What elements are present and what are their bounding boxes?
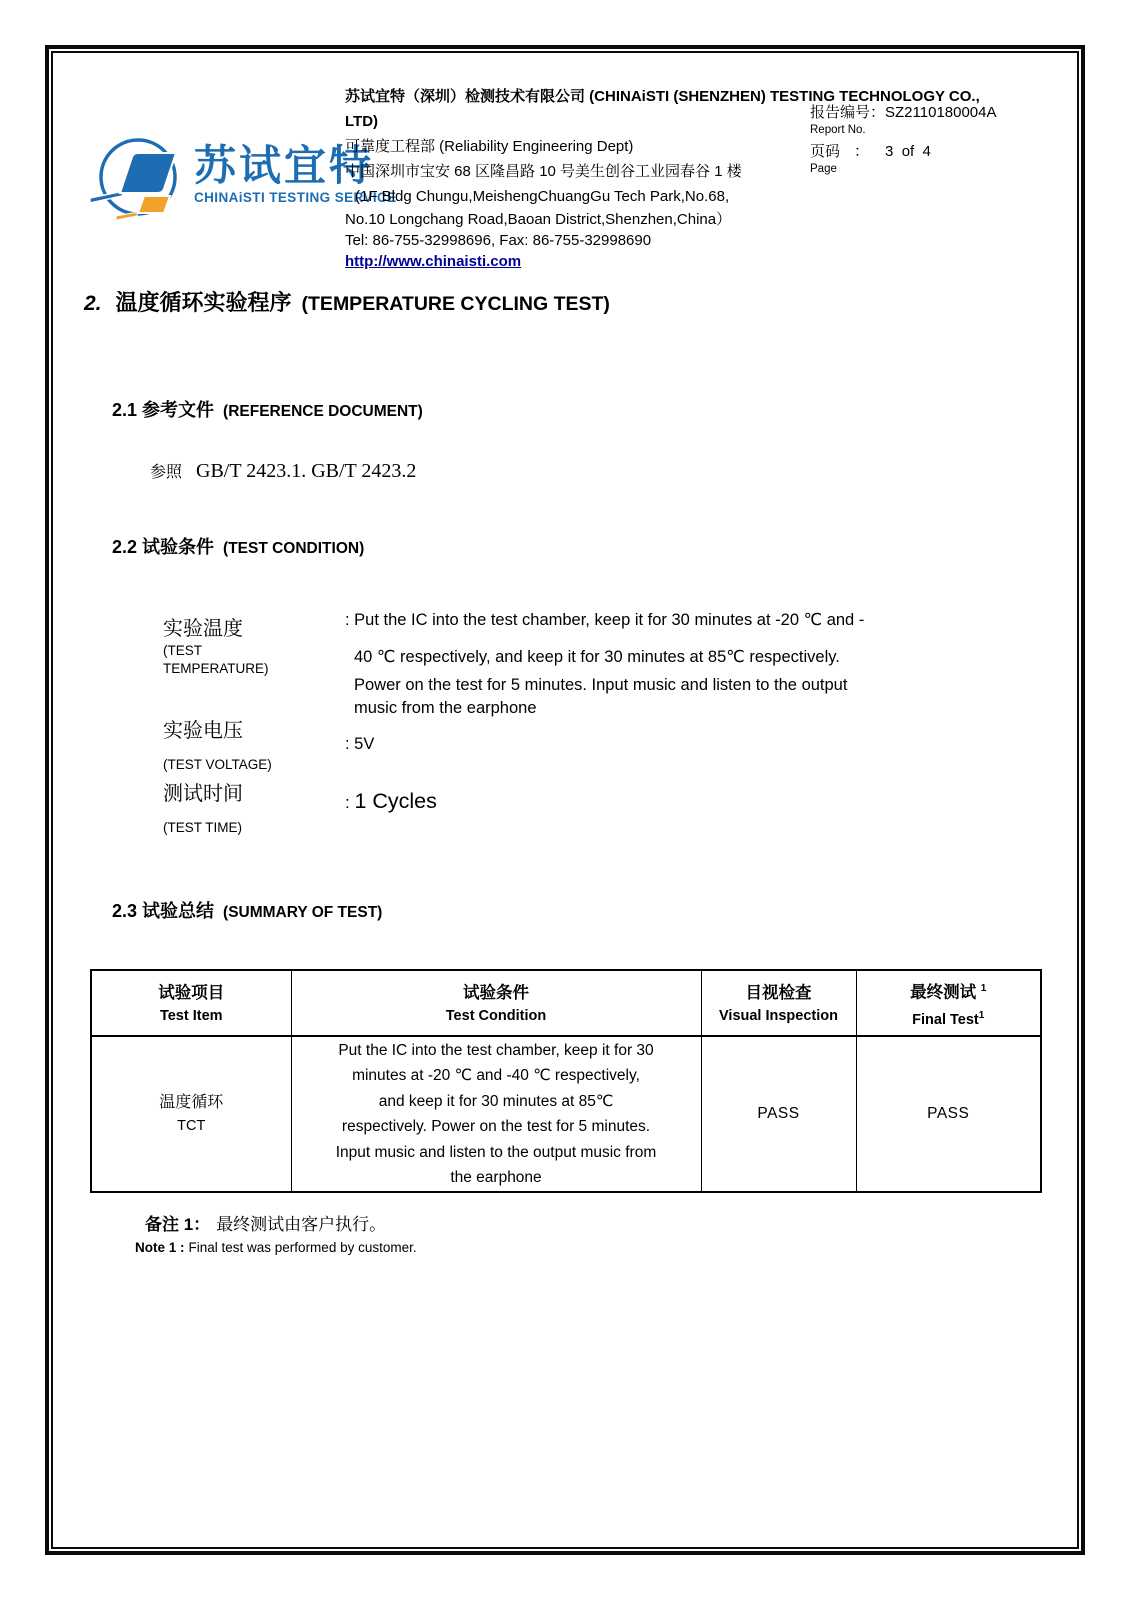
page-sublabel: Page	[810, 163, 837, 175]
section-22-title-english: (TEST CONDITION)	[223, 540, 365, 557]
temperature-value-line: 40 ℃ respectively, and keep it for 30 minutes at 85℃ respectively.	[354, 648, 840, 666]
section-21-title-chinese: 2.1 参考文件	[112, 400, 215, 420]
section-23-title-english: (SUMMARY OF TEST)	[223, 904, 383, 921]
section-22-heading	[112, 533, 364, 559]
test-voltage-label-english: (TEST VOLTAGE)	[163, 757, 272, 772]
temperature-value-line: music from the earphone	[354, 699, 537, 717]
note-1-english	[135, 1240, 417, 1255]
address-english-line1: (1F Bldg Chungu,MeishengChuangGu Tech Park,No.68,	[355, 188, 730, 205]
section-23-title-chinese: 2.3 试验总结	[112, 901, 215, 921]
table-row	[91, 1036, 1041, 1192]
report-no-row	[810, 103, 997, 123]
reference-prefix: 参照	[150, 464, 183, 481]
section-21-title-english: (REFERENCE DOCUMENT)	[223, 403, 423, 420]
summary-of-test-table	[90, 969, 1042, 1193]
header-test-item-english: Test Item	[159, 1008, 223, 1024]
company-name-line1: 苏试宜特（深圳）检测技术有限公司 (CHINAiSTI (SHENZHEN) TESTING TECHNOLOGY CO.,	[345, 88, 980, 105]
test-time-label	[163, 781, 243, 837]
condition-line: Input music and listen to the output music from	[335, 1143, 657, 1161]
test-time-colon: :	[345, 793, 355, 812]
section-22-title-chinese: 2.2 试验条件	[112, 537, 215, 557]
logo-name-english: CHINAiSTI TESTING SERVICE	[194, 190, 397, 205]
company-name-line2: LTD)	[345, 113, 379, 130]
test-temperature-label-chinese: 实验温度	[163, 618, 243, 640]
reference-document-line	[150, 459, 416, 483]
reference-standards: GB/T 2423.1. GB/T 2423.2	[196, 460, 417, 482]
header-test-item-chinese: 试验项目	[158, 984, 225, 1002]
condition-line: Put the IC into the test chamber, keep it for 30	[338, 1041, 654, 1059]
note-1-chinese-text: 最终测试由客户执行。	[216, 1215, 387, 1234]
header-final-test-chinese: 最终测试 $^1$	[910, 983, 987, 1002]
report-no-value: SZ2110180004A	[885, 104, 997, 121]
condition-line: the earphone	[450, 1169, 542, 1186]
test-temperature-value	[345, 608, 864, 720]
test-voltage-value: : 5V	[345, 735, 375, 753]
test-temperature-label-english-1: (TEST	[163, 643, 202, 658]
test-item-chinese: 温度循环	[159, 1094, 224, 1111]
header-test-condition-english: Test Condition	[445, 1008, 547, 1024]
test-temperature-label	[163, 616, 269, 678]
note-1-chinese	[145, 1210, 386, 1235]
section-2-number: 2.	[84, 292, 102, 315]
cell-visual-inspection-result: PASS	[701, 1036, 856, 1192]
test-time-label-chinese: 测试时间	[163, 783, 243, 805]
logo-name-chinese: 苏试宜特	[194, 142, 375, 189]
test-item-english: TCT	[177, 1118, 206, 1134]
header-test-condition	[291, 970, 701, 1036]
header-visual-inspection	[701, 970, 856, 1036]
final-test-superscript: 1	[980, 983, 987, 995]
section-2-title-chinese: 温度循环实验程序	[115, 290, 292, 315]
condition-line: respectively. Power on the test for 5 minutes.	[341, 1118, 651, 1135]
condition-line: minutes at -20 ℃ and -40 ℃ respectively,	[352, 1067, 640, 1084]
report-info-block	[810, 103, 997, 181]
test-voltage-label	[163, 718, 272, 774]
cell-test-item	[91, 1036, 291, 1192]
page-number-row	[810, 142, 997, 162]
header-visual-inspection-chinese: 目视检查	[745, 984, 812, 1002]
note-1-english-text: Final test was performed by customer.	[188, 1240, 417, 1255]
address-english-line2: No.10 Longchang Road,Baoan District,Shenzhen,China）	[345, 211, 732, 228]
temperature-value-line: : Put the IC into the test chamber, keep it for 30 minutes at -20 ℃ and -	[345, 611, 865, 629]
header-visual-inspection-english: Visual Inspection	[719, 1008, 838, 1024]
address-chinese: 中国深圳市宝安 68 区隆昌路 10 号美生创谷工业园春谷 1 楼	[345, 163, 742, 180]
cell-final-test-result: PASS	[856, 1036, 1041, 1192]
header-test-condition-chinese: 试验条件	[463, 984, 529, 1002]
temperature-value-line: Power on the test for 5 minutes. Input music and listen to the output	[354, 676, 848, 694]
section-2-title-english: (TEMPERATURE CYCLING TEST)	[301, 293, 610, 315]
page-colon: ：	[854, 143, 870, 160]
table-header-row	[91, 970, 1041, 1036]
website-link[interactable]: http://www.chinaisti.com	[345, 253, 522, 270]
note-1-chinese-label: 备注 1：	[145, 1215, 211, 1234]
test-time-label-english: (TEST TIME)	[163, 820, 243, 835]
test-time-value	[345, 789, 437, 814]
page-label: 页码	[810, 143, 841, 160]
page-value: 3 of 4	[885, 143, 931, 160]
report-no-label: 报告编号：	[810, 104, 886, 121]
department-line: 可靠度工程部 (Reliability Engineering Dept)	[345, 138, 634, 155]
condition-line: and keep it for 30 minutes at 85℃	[378, 1092, 614, 1110]
header-test-item	[91, 970, 291, 1036]
final-test-superscript-en: 1	[978, 1009, 985, 1021]
section-2-title	[84, 286, 610, 317]
tel-fax-line: Tel: 86-755-32998696, Fax: 86-755-32998690	[345, 232, 652, 249]
company-logo-icon	[88, 134, 188, 226]
section-23-heading	[112, 897, 382, 923]
test-voltage-label-chinese: 实验电压	[163, 720, 243, 742]
test-temperature-label-english-2: TEMPERATURE)	[163, 661, 269, 676]
cell-test-condition	[291, 1036, 701, 1192]
header-final-test	[856, 970, 1041, 1036]
report-no-sublabel: Report No.	[810, 124, 866, 136]
section-21-heading	[112, 396, 423, 422]
note-1-english-label: Note 1 :	[135, 1240, 185, 1255]
header-final-test-english: Final Test$^1$	[912, 1009, 985, 1028]
test-time-cycles: 1 Cycles	[354, 789, 437, 813]
